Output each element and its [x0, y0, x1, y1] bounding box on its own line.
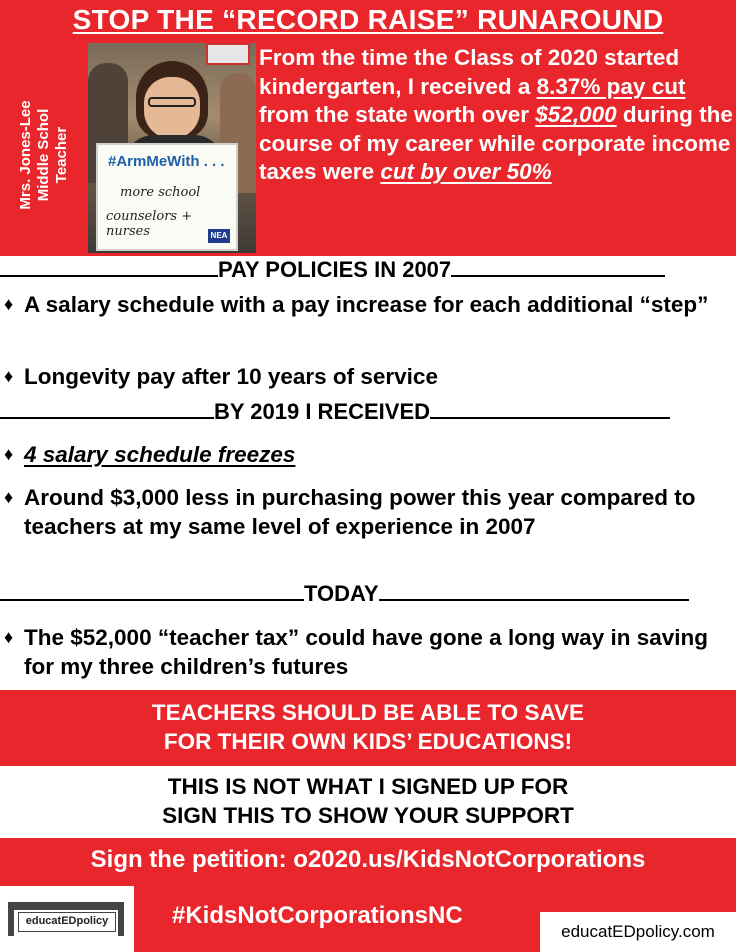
diamond-bullet-icon: ♦ [4, 627, 14, 647]
section-title-today: TODAY [0, 582, 736, 606]
teacher-name: Mrs. Jones-Lee [17, 100, 34, 210]
section-title-2019: BY 2019 I RECEIVED [0, 400, 736, 424]
diamond-bullet-icon: ♦ [4, 487, 14, 507]
diamond-bullet-icon: ♦ [4, 294, 14, 314]
pay-cut: 8.37% pay cut [536, 73, 686, 99]
diamond-bullet-icon: ♦ [4, 366, 14, 386]
nea-badge: NEA [208, 229, 230, 243]
tax-cut: cut by over 50% [380, 159, 552, 184]
headline: STOP THE “RECORD RAISE” RUNAROUND [72, 4, 664, 35]
campaign-hashtag: #KidsNotCorporationsNC [172, 902, 463, 929]
sign-line-1: more school [120, 185, 201, 200]
list-item: ♦ A salary schedule with a pay increase for each additional “step” [4, 292, 709, 317]
list-item: ♦ Around $3,000 less in purchasing power this year compared to teachers at my same level of experience in 2007 [4, 485, 696, 539]
petition-link[interactable]: Sign the petition: o2020.us/KidsNotCorporations [90, 846, 646, 873]
photo-sign [96, 143, 238, 251]
section-title-2007: PAY POLICIES IN 2007 [0, 258, 736, 282]
list-item: ♦ Longevity pay after 10 years of service [4, 364, 438, 389]
educatedpolicy-logo: educatEDpolicy [0, 886, 134, 952]
website-link[interactable]: educatEDpolicy.com [540, 912, 736, 952]
footer-panel [0, 838, 736, 952]
list-item: ♦ 4 salary schedule freezes [4, 442, 296, 467]
teacher-school: Middle Schol [35, 108, 52, 202]
teacher-role: Teacher [53, 126, 70, 184]
list-item: ♦ The $52,000 “teacher tax” could have gone a long way in saving for my three children’s futures [4, 625, 708, 679]
save-banner: TEACHERS SHOULD BE ABLE TO SAVE FOR THEIR OWN KIDS’ EDUCATIONS! [0, 690, 736, 766]
diamond-bullet-icon: ♦ [4, 444, 14, 464]
amount: $52,000 [535, 102, 617, 127]
header-panel [0, 0, 736, 256]
teacher-name-block [6, 60, 82, 250]
support-banner: THIS IS NOT WHAT I SIGNED UP FOR SIGN THIS TO SHOW YOUR SUPPORT [0, 766, 736, 838]
intro-paragraph: From the time the Class of 2020 started kindergarten, I received a 8.37% pay cut from the state worth over $52,000 during the course of my career while corporate income taxes were cut by over 50% [259, 45, 733, 184]
sign-hashtag: #ArmMeWith . . . [108, 153, 225, 170]
sign-line-2: counselors + nurses [106, 209, 193, 239]
teacher-photo [88, 43, 256, 253]
